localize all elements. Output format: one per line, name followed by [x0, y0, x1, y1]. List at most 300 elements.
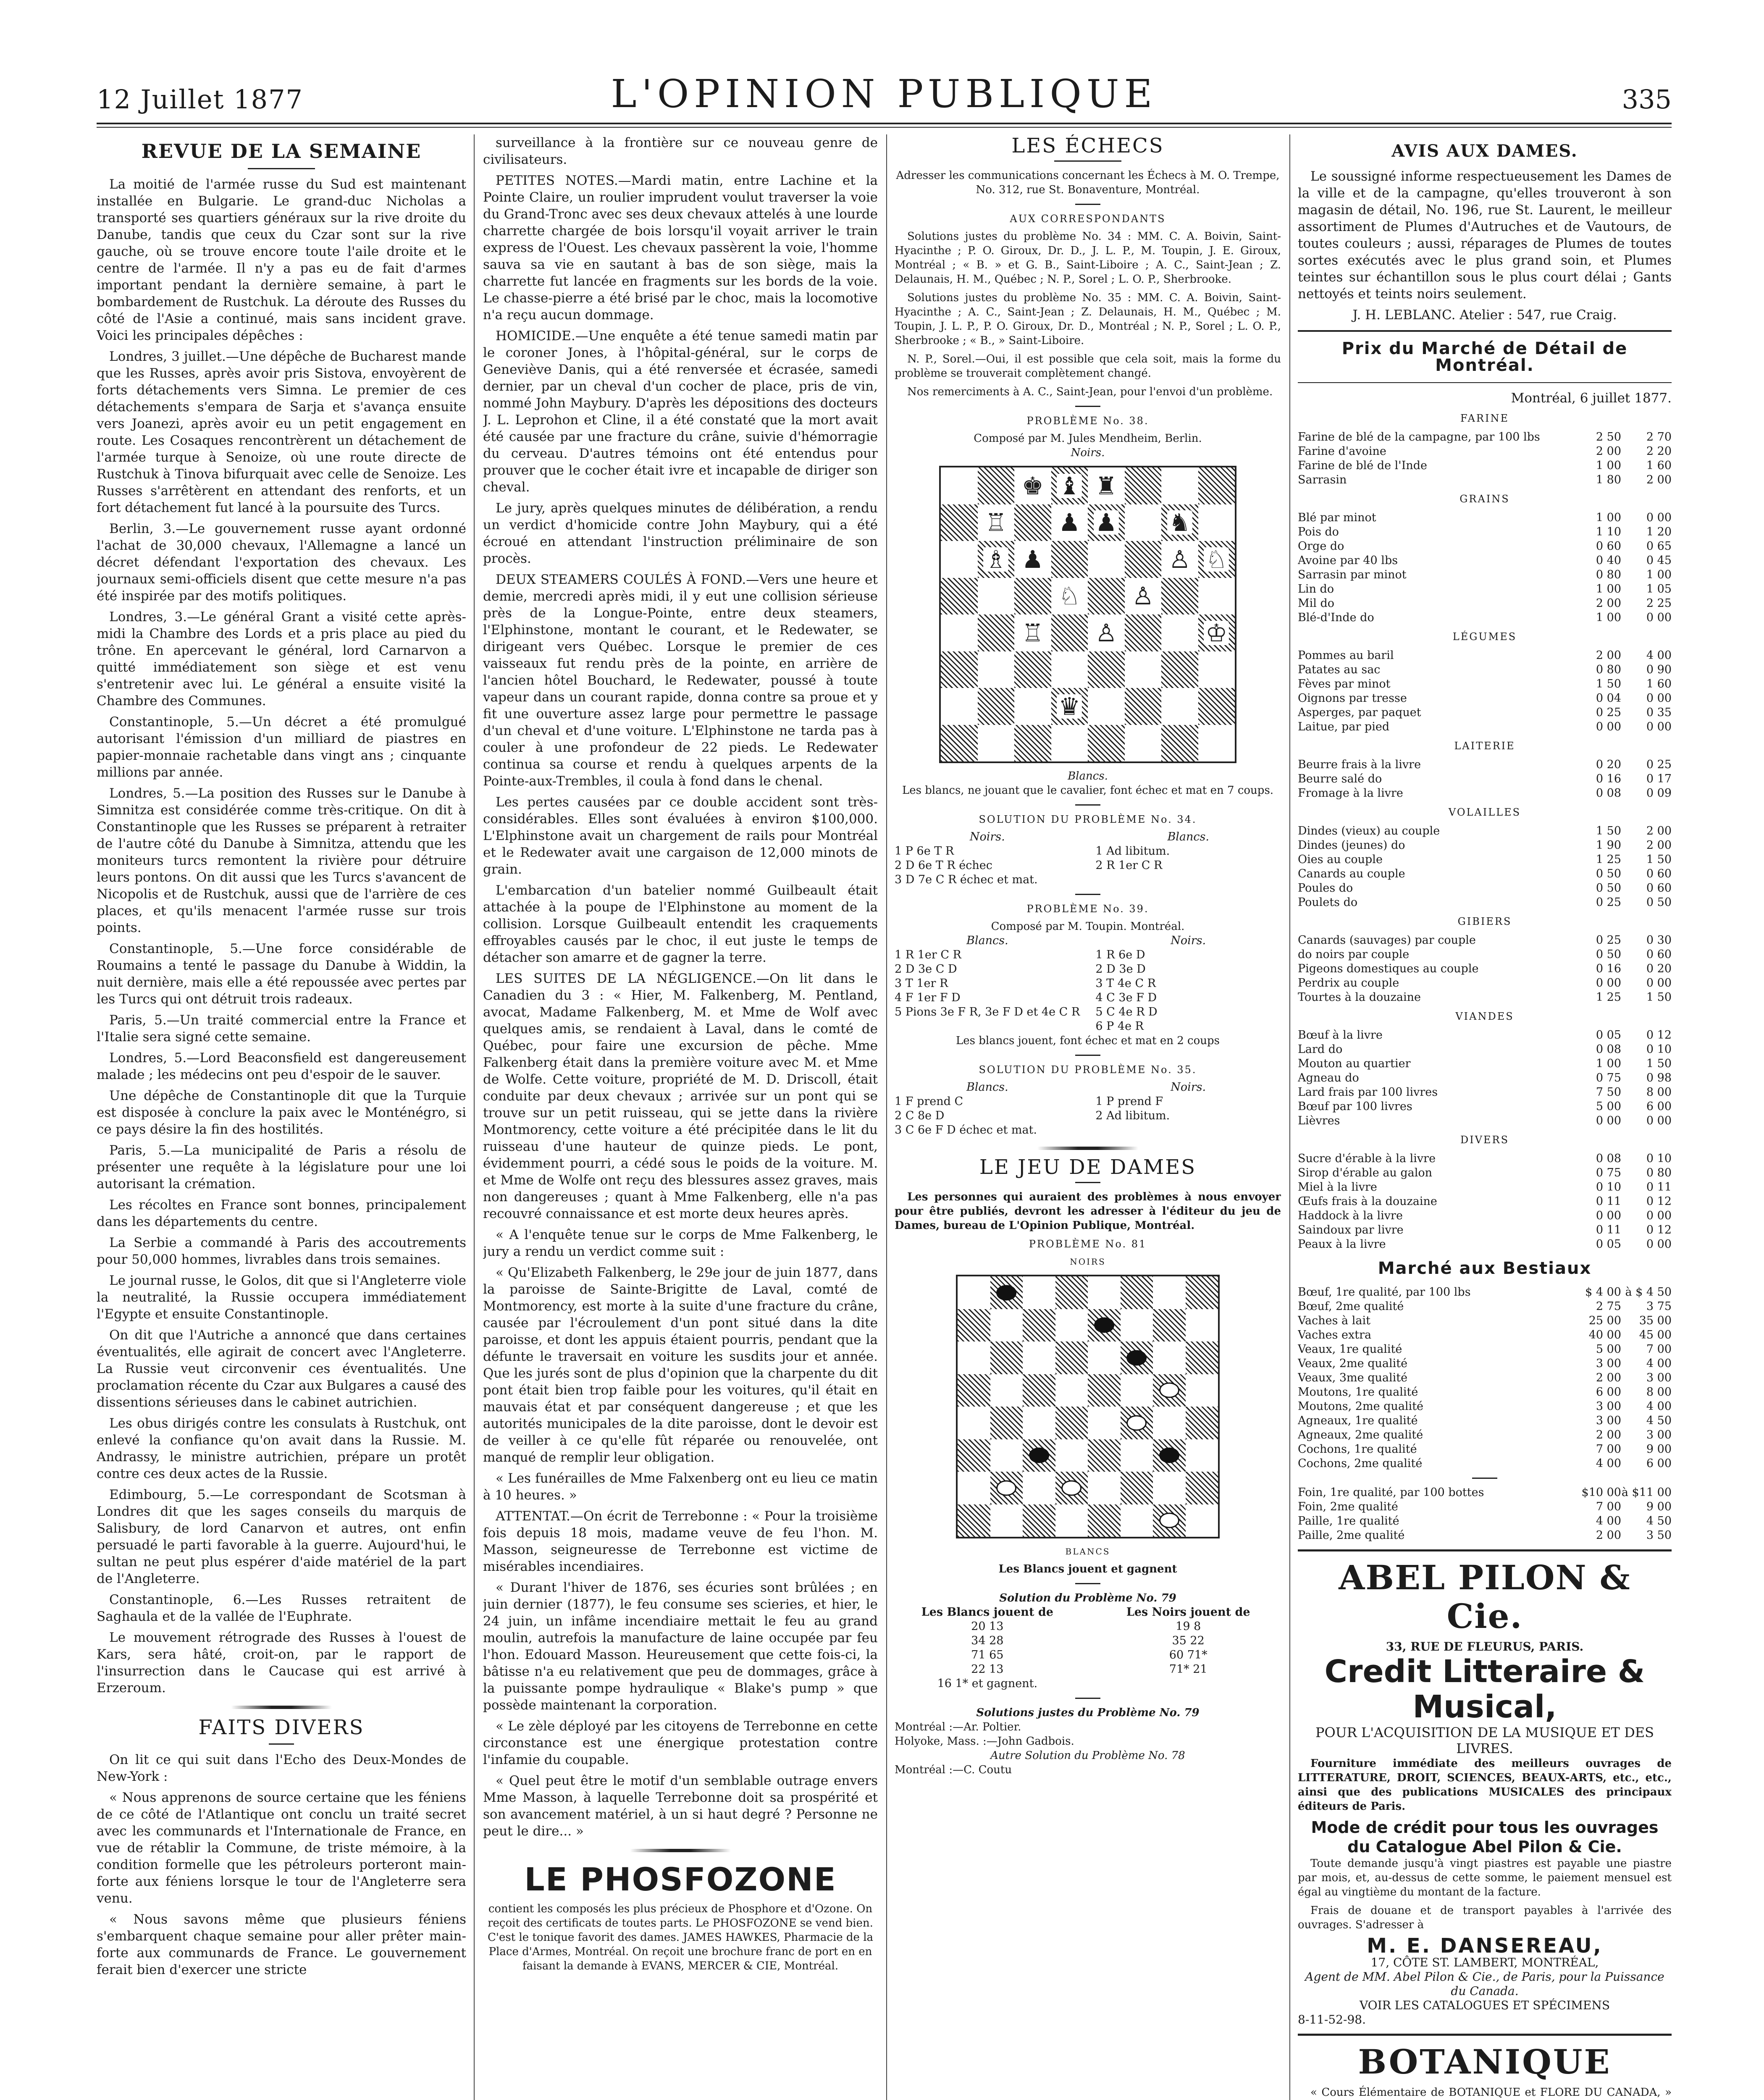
price-cell: 1 50	[1596, 824, 1621, 837]
draughts-square	[1088, 1407, 1121, 1439]
draughts-square	[1121, 1407, 1153, 1439]
price-cell: 0 00	[1596, 1114, 1621, 1127]
table-row	[1298, 1152, 1672, 1166]
masthead-rule	[97, 123, 1672, 124]
price-cell: 0 50	[1596, 867, 1621, 880]
heading-rule	[248, 168, 315, 169]
solution-79-head-left: Les Blancs jouent de	[921, 1606, 1053, 1619]
price-cell: 7 50	[1596, 1086, 1621, 1099]
chess-square	[1198, 614, 1235, 651]
item-label: Veaux, 2me qualité	[1298, 1357, 1408, 1370]
masthead	[97, 71, 1672, 118]
price-cell: 0 90	[1646, 663, 1672, 676]
price-cell: 0 00	[1646, 720, 1672, 733]
price-cell: 0 80	[1596, 568, 1621, 581]
chess-square	[978, 541, 1015, 578]
price-cell: 0 10	[1646, 1152, 1672, 1165]
item-label: Tourtes à la douzaine	[1298, 991, 1421, 1004]
price-cell: 0 25	[1596, 896, 1621, 909]
price-cell: 0 75	[1596, 1166, 1621, 1179]
table-row	[1298, 1100, 1672, 1114]
chess-square	[1125, 504, 1162, 541]
draughts-square	[1088, 1504, 1121, 1537]
chess-square	[1198, 578, 1235, 615]
chess-square	[1088, 504, 1125, 541]
table-row	[1298, 648, 1672, 663]
item-label: Bœuf à la livre	[1298, 1029, 1383, 1042]
item-label: Fromage à la livre	[1298, 787, 1403, 800]
chess-square	[1051, 614, 1088, 651]
chess-piece-icon: ♛	[1057, 694, 1082, 719]
chess-piece-icon: ♙	[1130, 584, 1155, 608]
price-cell: 7 00	[1646, 1343, 1672, 1356]
table-row	[1298, 706, 1672, 720]
price-table	[1298, 933, 1672, 1005]
chess-square	[1198, 504, 1235, 541]
chess-square	[1161, 467, 1198, 504]
price-cell: 0 00	[1646, 1209, 1672, 1222]
price-table	[1298, 430, 1672, 487]
chess-square	[1051, 578, 1088, 615]
draughts-square	[1186, 1374, 1218, 1407]
price-cell: $ 4 00	[1585, 1286, 1621, 1299]
credit-subtitle: POUR L'ACQUISITION DE LA MUSIQUE ET DES LIVRES.	[1315, 1725, 1654, 1756]
price-cell: 1 00	[1646, 568, 1672, 581]
chess-square	[941, 467, 978, 504]
move-line: 22 13	[971, 1663, 1004, 1676]
table-row	[1298, 948, 1672, 962]
paragraph: « A l'enquête tenue sur le corps de Mme Falkenberg, le jury a rendu un verdict comme suit :	[483, 1227, 878, 1259]
item-label: do noirs par couple	[1298, 948, 1410, 961]
chess-square	[1198, 688, 1235, 725]
table-row	[1298, 444, 1672, 459]
price-cell: 2 70	[1646, 430, 1672, 444]
table-row	[1298, 677, 1672, 691]
draughts-square	[1153, 1341, 1186, 1374]
chess-blancs-label: Blancs.	[1068, 770, 1108, 782]
chess-board	[939, 466, 1236, 763]
move-line: 71 65	[971, 1648, 1004, 1662]
draughts-square	[958, 1407, 990, 1439]
chess-square	[941, 541, 978, 578]
item-label: Blé-d'Inde do	[1298, 611, 1374, 624]
table-row	[1298, 663, 1672, 677]
item-label: Vaches extra	[1298, 1328, 1372, 1341]
position-line: 1 R 1er C R	[895, 948, 961, 961]
chess-square	[1161, 504, 1198, 541]
revue-heading: REVUE DE LA SEMAINE	[141, 140, 422, 163]
paragraph: « Nous savons même que plusieurs féniens s'embarquent chaque semaine pour aller prêter main-forte aux communards de France. Le gouvernement ferait bien d'exercer une stricte	[97, 1912, 466, 1977]
credit-terms: Toute demande jusqu'à vingt piastres est payable une piastre par mois, et, au-dessus de cette somme, le paiement mensuel est égal au vingtième du montant de la facture.	[1298, 1857, 1672, 1898]
price-cell: 0 10	[1646, 1043, 1672, 1056]
echecs-heading: LES ÉCHECS	[1011, 134, 1164, 158]
draughts-square	[990, 1504, 1023, 1537]
chess-square	[1198, 467, 1235, 504]
paragraph: LES SUITES DE LA NÉGLIGENCE.—On lit dans le Canadien du 3 : « Hier, M. Falkenberg, M. Pentland, avocat, Madame Falkenberg, M. et Mme de Wolf avec quelques amis, se rendaient à Laval, dans le comté de Québec, pour faire une excursion de pêche. Mme Falkenberg était dans la première voiture avec M. et Mme de Wolfe. Cette voiture, propriété de M. D. Driscoll, était conduite par deux chevaux ; arrivée sur un pont qui se trouve sur un petit ruisseau, qui se jette dans la rivière Montmorency, cette voiture a été précipitée dans le lit du ruisseau d'une hauteur de quinze pieds. Le pont, évidemment pourri, a cédé sous le poids de la voiture. M. et Mme de Wolfe ont reçu des blessures assez graves, mais non dangereuses ; quant à Mme Falkenberg, elle n'a pas recouvré connaissance et est morte deux heures après.	[483, 971, 878, 1221]
price-cell: 0 60	[1596, 540, 1621, 553]
table-row	[1298, 720, 1672, 734]
item-label: Sirop d'érable au galon	[1298, 1166, 1433, 1179]
item-label: Canards (sauvages) par couple	[1298, 934, 1476, 947]
price-cell: 0 12	[1646, 1195, 1672, 1208]
position-line: 5 C 4e R D	[1095, 1005, 1158, 1018]
price-cell: 1 50	[1646, 1057, 1672, 1070]
white-draught-icon	[996, 1480, 1016, 1496]
draughts-square	[1121, 1276, 1153, 1309]
price-cell: 0 50	[1646, 896, 1672, 909]
table-row	[1298, 772, 1672, 786]
move-line: 2 C 8e D	[895, 1109, 945, 1122]
price-cell: 2 00	[1596, 597, 1621, 610]
table-row	[1298, 525, 1672, 539]
move-line: 2 R 1er C R	[1095, 859, 1163, 872]
solution-34-title: SOLUTION DU PROBLÈME No. 34.	[979, 814, 1197, 825]
price-cell: à $ 4 50	[1625, 1286, 1672, 1299]
problem-38-author: Composé par M. Jules Mendheim, Berlin.	[974, 432, 1202, 445]
dansereau-name: M. E. DANSEREAU,	[1367, 1934, 1603, 1958]
dansereau-address: 17, CÔTE ST. LAMBERT, MONTRÉAL,	[1370, 1956, 1599, 1969]
heading-rule	[1075, 204, 1100, 205]
heading-rule	[1075, 1698, 1100, 1699]
draughts-square	[1121, 1309, 1153, 1342]
table-row	[1298, 430, 1672, 444]
item-label: Bœuf, 2me qualité	[1298, 1300, 1404, 1313]
paragraph: Les pertes causées par ce double accident sont très-considérables. Elles sont évaluées à environ $100,000. L'Elphinstone avait un chargement de rails pour Montréal et le Redewater avait une cargaison de 12,000 minots de grain.	[483, 795, 878, 877]
draughts-square	[1023, 1504, 1055, 1537]
price-cell: 5 00	[1596, 1100, 1621, 1113]
price-table	[1298, 1028, 1672, 1128]
draughts-square	[990, 1472, 1023, 1504]
draughts-square	[1153, 1407, 1186, 1439]
price-cell: 4 00	[1596, 1457, 1621, 1470]
price-cell: 5 00	[1596, 1343, 1621, 1356]
paragraph: « Quel peut être le motif d'un semblable outrage envers Mme Masson, à laquelle Terrebonne doit sa prospérité et son avancement matériel, à un si haut degré ? Personne ne peut le dire... »	[483, 1773, 878, 1839]
paragraph: Londres, 5.—Lord Beaconsfield est dangereusement malade ; les médecins ont peu d'espoir de le sauver.	[97, 1050, 466, 1082]
section-rule	[1298, 382, 1672, 383]
item-label: Orge do	[1298, 540, 1344, 553]
price-cell: 0 60	[1646, 948, 1672, 961]
paragraph: Le jury, après quelques minutes de délibération, a rendu un verdict d'homicide contre John Maybury, qui a été écroué en attendant l'instruction préliminaire de son procès.	[483, 501, 878, 566]
notes-article	[483, 134, 878, 1840]
black-draught-icon	[1159, 1448, 1179, 1463]
item-label: Beurre salé do	[1298, 772, 1382, 785]
draughts-square	[1023, 1472, 1055, 1504]
table-row	[1298, 1342, 1672, 1357]
move-line: 1 F prend C	[895, 1095, 963, 1108]
price-cell: 1 25	[1596, 853, 1621, 866]
correspondants-heading: AUX CORRESPONDANTS	[1010, 213, 1166, 225]
chess-square	[1014, 541, 1051, 578]
draughts-square	[1088, 1276, 1121, 1309]
draughts-square	[958, 1374, 990, 1407]
price-cell: 0 40	[1596, 554, 1621, 567]
item-label: Veaux, 1re qualité	[1298, 1343, 1402, 1356]
item-label: Avoine par 40 lbs	[1298, 554, 1398, 567]
move-line: 2 Ad libitum.	[1095, 1109, 1170, 1122]
price-cell: 2 00	[1646, 824, 1672, 837]
heading-rule	[269, 1743, 294, 1745]
problem-39-head-left: Blancs.	[966, 934, 1008, 947]
ornament-divider	[630, 1849, 731, 1852]
chess-square	[1088, 578, 1125, 615]
move-line: 71* 21	[1169, 1663, 1208, 1676]
table-row	[1298, 1042, 1672, 1057]
price-section-heading: DIVERS	[1460, 1134, 1509, 1146]
table-row	[1298, 1085, 1672, 1100]
foin-table	[1298, 1486, 1672, 1543]
item-label: Moutons, 1re qualité	[1298, 1386, 1418, 1399]
position-line: 5 Pions 3e F R, 3e F D et 4e C R	[895, 1005, 1080, 1018]
chess-square	[1088, 541, 1125, 578]
price-cell: 0 05	[1596, 1029, 1621, 1042]
item-label: Farine de blé de la campagne, par 100 lbs	[1298, 430, 1540, 444]
paragraph: Edimbourg, 5.—Le correspondant de Scotsman à Londres dit que les sages conseils du marquis de Salisbury, de lord Canarvon et autres, ont enfin persuadé le parti favorable à la guerre. Aujourd'hui, le sultan ne peut plus espérer d'aide matériel de la part de l'Angleterre.	[97, 1487, 466, 1586]
paragraph: ATTENTAT.—On écrit de Terrebonne : « Pour la troisième fois depuis 18 mois, madame veuve de feu l'hon. M. Masson, seigneuresse de Terrebonne est victime de misérables incendiaires.	[483, 1509, 878, 1574]
item-label: Sarrasin	[1298, 473, 1347, 486]
black-draught-icon	[1029, 1448, 1049, 1463]
solution-79-noirs	[1095, 1620, 1281, 1691]
table-row	[1298, 1371, 1672, 1385]
black-draught-icon	[1126, 1350, 1147, 1365]
item-label: Beurre frais à la livre	[1298, 758, 1421, 771]
chess-piece-icon: ♖	[1020, 621, 1045, 645]
draughts-square	[1088, 1439, 1121, 1472]
draughts-square	[958, 1276, 990, 1309]
draughts-square	[958, 1341, 990, 1374]
credit-mode: Mode de crédit pour tous les ouvrages du Catalogue Abel Pilon & Cie.	[1311, 1818, 1659, 1856]
table-row	[1298, 1166, 1672, 1180]
table-row	[1298, 758, 1672, 772]
item-label: Saindoux par livre	[1298, 1223, 1404, 1236]
problem-39-blancs	[895, 948, 1080, 1034]
draughts-square	[1186, 1341, 1218, 1374]
table-row	[1298, 1385, 1672, 1399]
price-cell: 0 09	[1646, 787, 1672, 800]
table-row	[1298, 1071, 1672, 1085]
chess-square	[1014, 688, 1051, 725]
price-cell: 0 50	[1596, 882, 1621, 895]
ad-code: 8-11-52-98.	[1298, 2013, 1366, 2026]
table-row	[1298, 1428, 1672, 1442]
chess-square	[1088, 467, 1125, 504]
item-label: Dindes (jeunes) do	[1298, 839, 1405, 852]
table-row	[1298, 976, 1672, 990]
price-cell: 40 00	[1588, 1328, 1621, 1341]
chess-square	[1161, 578, 1198, 615]
chess-noirs-label: Noirs.	[1071, 446, 1105, 459]
price-cell: 2 20	[1646, 445, 1672, 458]
prix-date: Montréal, 6 juillet 1877.	[1511, 391, 1672, 406]
price-cell: 0 75	[1596, 1071, 1621, 1084]
chess-square	[1088, 725, 1125, 762]
solution-34-noirs	[895, 844, 1080, 887]
column-divider	[474, 134, 475, 2100]
chess-square	[1125, 467, 1162, 504]
chess-square	[1088, 614, 1125, 651]
price-cell: 0 20	[1646, 962, 1672, 975]
draughts-square	[958, 1472, 990, 1504]
draughts-square	[1088, 1374, 1121, 1407]
move-line: 1 P prend F	[1095, 1095, 1163, 1108]
table-row	[1298, 582, 1672, 596]
price-cell: 0 60	[1646, 882, 1672, 895]
correspondant-note: Solutions justes du problème No. 34 : MM. C. A. Boivin, Saint-Hyacinthe ; P. O. Giroux, Dr. D., J. L. P., M. Toupin, J. E. Giroux, Montréal ; « B. » et G. B., Saint-Liboire ; A. C., Saint-Jean ; Z. Delaunais, H. M., Québec ; N. P., Sorel ; L. O. P., Sherbrooke.	[895, 230, 1281, 286]
price-cell: 35 00	[1639, 1314, 1672, 1327]
item-label: Oies au couple	[1298, 853, 1383, 866]
chess-square	[978, 614, 1015, 651]
price-cell: 1 80	[1596, 473, 1621, 486]
chess-piece-icon: ♚	[1020, 474, 1045, 498]
table-row	[1298, 1285, 1672, 1299]
masthead-rule-thin	[97, 127, 1672, 128]
price-cell: 0 50	[1596, 948, 1621, 961]
chess-square	[1088, 688, 1125, 725]
price-cell: 1 60	[1646, 677, 1672, 690]
draughts-square	[1153, 1439, 1186, 1472]
price-cell: 4 50	[1646, 1515, 1672, 1528]
price-cell: 7 00	[1596, 1443, 1621, 1456]
price-cell: 4 00	[1596, 1515, 1621, 1528]
draughts-square	[1023, 1341, 1055, 1374]
chess-square	[1125, 688, 1162, 725]
position-line: 2 D 3e C D	[895, 963, 957, 976]
table-row	[1298, 473, 1672, 487]
revue-article	[97, 176, 466, 1696]
item-label: Poulets do	[1298, 896, 1358, 909]
chess-piece-icon: ♗	[983, 547, 1008, 572]
paragraph: Paris, 5.—La municipalité de Paris a résolu de présenter une requête à la législature pour une loi autorisant la crémation.	[97, 1143, 466, 1192]
price-cell: 2 25	[1646, 597, 1672, 610]
price-cell: 0 12	[1646, 1223, 1672, 1236]
dames-intro: Les personnes qui auraient des problèmes à nous envoyer pour être publiés, devront les adresser à l'éditeur du jeu de Dames, bureau de L'Opinion Publique, Montréal.	[895, 1191, 1281, 1232]
price-cell: 4 00	[1646, 649, 1672, 662]
paragraph: Constantinople, 5.—Un décret a été promulgué autorisant l'émission d'un milliard de piastres en papier-monnaie rachetable dans vingt ans ; cinquante millions par année.	[97, 714, 466, 780]
move-line: 2 D 6e T R échec	[895, 859, 992, 872]
price-cell: 0 08	[1596, 1152, 1621, 1165]
item-label: Peaux à la livre	[1298, 1238, 1386, 1251]
section-rule	[1298, 1549, 1672, 1551]
paragraph: La Serbie a commandé à Paris des accoutrements pour 50,000 hommes, livrables dans trois semaines.	[97, 1235, 466, 1267]
price-cell: 0 30	[1646, 934, 1672, 947]
item-label: Agneaux, 1re qualité	[1298, 1414, 1418, 1427]
price-cell: 1 10	[1596, 525, 1621, 538]
problem-81-title: PROBLÈME No. 81	[1029, 1238, 1147, 1250]
price-cell: 8 00	[1646, 1386, 1672, 1399]
section-rule	[1298, 2034, 1672, 2036]
price-section-heading: VIANDES	[1455, 1011, 1514, 1022]
avis-signature: J. H. LEBLANC. Atelier : 547, rue Craig.	[1352, 307, 1617, 323]
problem-39-head-right: Noirs.	[1171, 934, 1206, 947]
table-row	[1298, 1486, 1672, 1500]
price-cell: 6 00	[1596, 1386, 1621, 1399]
credit-text: Fourniture immédiate des meilleurs ouvrages de LITTERATURE, DROIT, SCIENCES, BEAUX-ARTS, etc., etc., ainsi que des publications MUSICALES des principaux éditeurs de Paris.	[1298, 1757, 1672, 1813]
draughts-square	[990, 1374, 1023, 1407]
phosfozone-ad-title: LE PHOSFOZONE	[524, 1861, 837, 1898]
draughts-square	[990, 1407, 1023, 1439]
table-row	[1298, 1328, 1672, 1342]
price-cell: à $11 00	[1621, 1486, 1672, 1499]
price-cell: 0 00	[1646, 976, 1672, 990]
price-cell: 1 20	[1646, 525, 1672, 538]
white-draught-icon	[1159, 1383, 1179, 1398]
table-row	[1298, 962, 1672, 976]
chess-square	[978, 467, 1015, 504]
move-line: 35 22	[1172, 1634, 1205, 1647]
chess-square	[1125, 578, 1162, 615]
draughts-blancs-label: BLANCS	[1065, 1546, 1110, 1557]
table-row	[1298, 1114, 1672, 1128]
heading-rule	[1075, 804, 1100, 806]
problem-39-title: PROBLÈME No. 39.	[1026, 903, 1149, 915]
position-line: 3 T 1er R	[895, 977, 948, 990]
voir-catalogues: VOIR LES CATALOGUES ET SPÉCIMENS	[1359, 1998, 1610, 2012]
price-cell: 0 11	[1646, 1181, 1672, 1194]
item-label: Pois do	[1298, 525, 1339, 538]
item-label: Mouton au quartier	[1298, 1057, 1411, 1070]
item-label: Perdrix au couple	[1298, 976, 1399, 990]
section-rule	[1472, 1478, 1497, 1479]
table-row	[1298, 1442, 1672, 1457]
draughts-square	[1055, 1309, 1088, 1342]
paragraph: « Les funérailles de Mme Falxenberg ont eu lieu ce matin à 10 heures. »	[483, 1471, 878, 1503]
draughts-square	[1121, 1341, 1153, 1374]
chess-piece-icon: ♟	[1020, 547, 1045, 572]
item-label: Pigeons domestiques au couple	[1298, 962, 1479, 975]
draughts-square	[1153, 1504, 1186, 1537]
white-draught-icon	[1159, 1513, 1179, 1528]
item-label: Foin, 1re qualité, par 100 bottes	[1298, 1486, 1484, 1499]
faits-divers-heading: FAITS DIVERS	[198, 1716, 365, 1739]
price-cell: 2 00	[1646, 473, 1672, 486]
draughts-square	[1153, 1374, 1186, 1407]
price-cell: 0 00	[1646, 692, 1672, 705]
table-row	[1298, 867, 1672, 881]
heading-rule	[1075, 1055, 1100, 1056]
item-label: Cochons, 1re qualité	[1298, 1443, 1417, 1456]
paragraph: Une dépêche de Constantinople dit que la Turquie est disposée à conclure la paix avec le Monténégro, si ce pays désire la fin des hostilités.	[97, 1088, 466, 1137]
chess-square	[1014, 467, 1051, 504]
chess-square	[1088, 651, 1125, 688]
table-row	[1298, 895, 1672, 910]
chess-piece-icon: ♜	[1094, 474, 1119, 498]
column-divider	[886, 134, 887, 2100]
item-label: Haddock à la livre	[1298, 1209, 1403, 1222]
position-line: 6 P 4e R	[1095, 1020, 1144, 1033]
ornament-divider	[231, 1706, 332, 1709]
item-label: Asperges, par paquet	[1298, 706, 1421, 719]
price-cell: 1 50	[1596, 677, 1621, 690]
table-row	[1298, 554, 1672, 568]
paragraph: La moitié de l'armée russe du Sud est maintenant installée en Bulgarie. Le grand-duc Nicholas a transporté ses quartiers généraux sur la rive droite du Danube, tandis que ceux du Czar sont sur la rive gauche, où se trouve encore toute l'aile droite et le centre de l'armée. Il n'y a pas eu de fait d'armes important pendant la dernière semaine, à part le bombardement de Rustchuk. La déroute des Russes du côté de l'Asie a continué, mais sans incident grave. Voici les principales dépêches :	[97, 177, 466, 343]
draughts-square	[1186, 1504, 1218, 1537]
solution-79-blancs	[895, 1620, 1080, 1691]
column-echecs	[895, 134, 1281, 2100]
table-row	[1298, 1500, 1672, 1514]
price-cell: 2 50	[1596, 430, 1621, 444]
item-label: Œufs frais à la douzaine	[1298, 1195, 1437, 1208]
paragraph: On dit que l'Autriche a annoncé que dans certaines éventualités, elle agirait de concert avec l'Angleterre. La Russie veut circonvenir ces éventualités. Une proclamation récente du Czar aux Bulgares a causé des dissentions sérieuses dans le cabinet autrichien.	[97, 1328, 466, 1410]
bestiaux-table	[1298, 1285, 1672, 1471]
item-label: Dindes (vieux) au couple	[1298, 824, 1440, 837]
price-cell: 25 00	[1588, 1314, 1621, 1327]
chess-piece-icon: ♝	[1057, 474, 1082, 498]
table-row	[1298, 1314, 1672, 1328]
draughts-square	[1055, 1472, 1088, 1504]
price-section-heading: FARINE	[1460, 412, 1509, 424]
table-row	[1298, 568, 1672, 582]
chess-piece-icon: ♙	[1167, 547, 1192, 572]
heading-rule	[1075, 406, 1100, 407]
